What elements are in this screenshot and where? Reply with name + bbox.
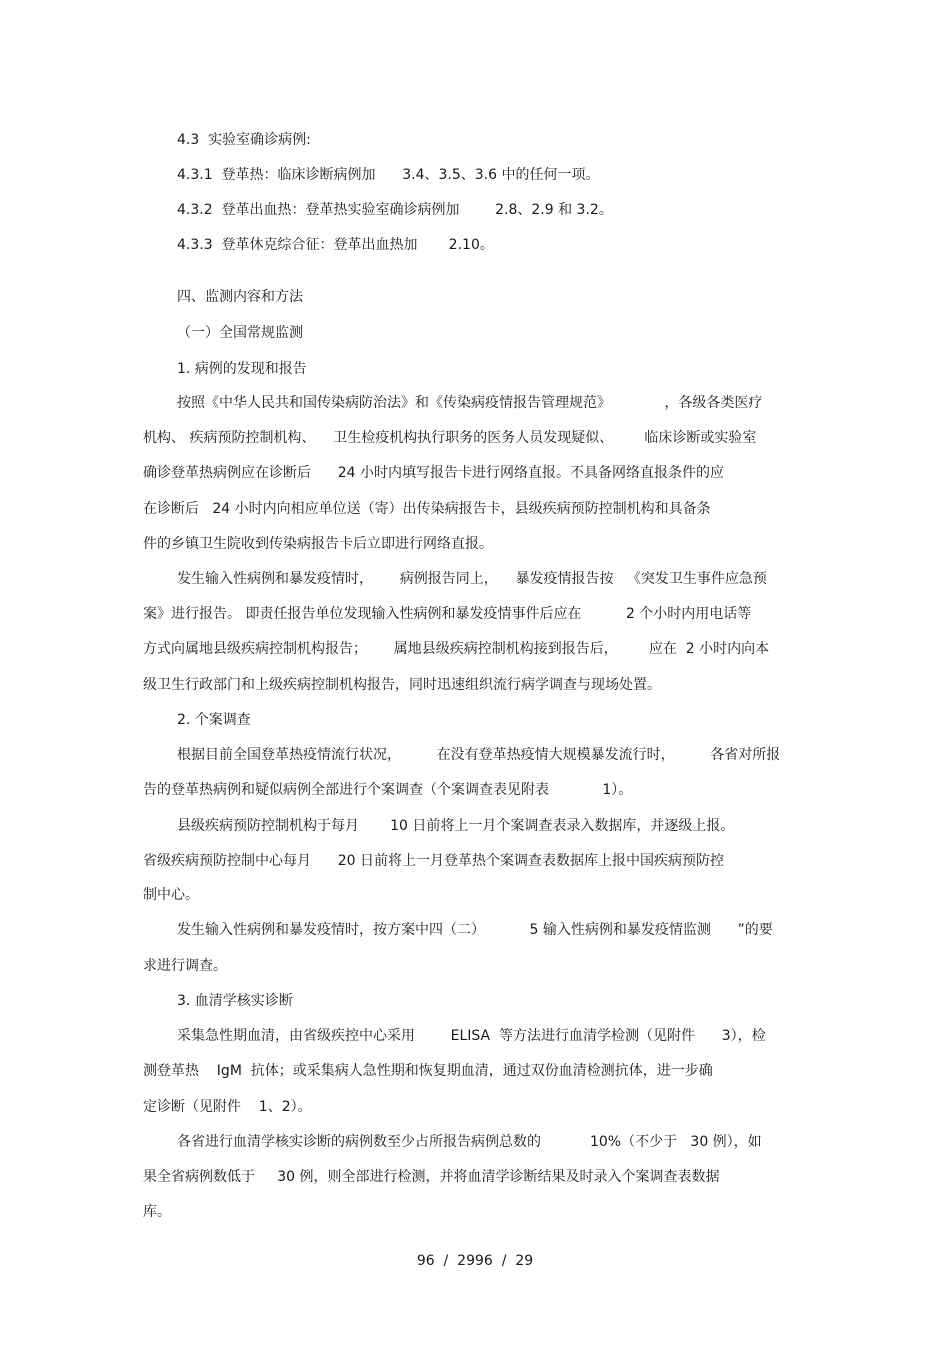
line-31: 库。	[143, 1204, 171, 1220]
line-4: 4.3.3 登革休克综合征：登革出血热加 2.10。	[177, 237, 494, 253]
line-2: 4.3.1 登革热：临床诊断病例加 3.4、3.5、3.6 中的任何一项。	[177, 167, 600, 183]
subsection-heading: （一）全国常规监测	[177, 325, 303, 341]
line-28: 定诊断（见附件 1、2）。	[143, 1099, 312, 1115]
line-20: 县级疾病预防控制机构于每月 10 日前将上一月个案调查表录入数据库，并逐级上报。	[177, 818, 735, 834]
line-10: 确诊登革热病例应在诊断后 24 小时内填写报告卡进行网络直报。不具备网络直报条件的应	[143, 465, 724, 481]
line-15: 方式向属地县级疾病控制机构报告； 属地县级疾病控制机构接到报告后， 应在 2 小时内向本	[143, 641, 770, 657]
page-number: 96 / 2996 / 29	[416, 1253, 534, 1269]
line-30: 果全省病例数低于 30 例，则全部进行检测，并将血清学诊断结果及时录入个案调查表数据	[143, 1169, 720, 1185]
item-heading-3: 3. 血清学核实诊断	[177, 993, 293, 1009]
line-12: 件的乡镇卫生院收到传染病报告卡后立即进行网络直报。	[143, 536, 493, 552]
line-9: 机构、 疾病预防控制机构、 卫生检疫机构执行职务的医务人员发现疑似、 临床诊断或实验室	[143, 430, 757, 446]
line-1: 4.3 实验室确诊病例:	[177, 132, 311, 148]
line-19: 告的登革热病例和疑似病例全部进行个案调查（个案调查表见附表 1）。	[143, 782, 633, 798]
line-16: 级卫生行政部门和上级疾病控制机构报告，同时迅速组织流行病学调查与现场处置。	[143, 677, 661, 693]
line-27: 测登革热 IgM 抗体；或采集病人急性期和恢复期血清，通过双份血清检测抗体，进一步确	[143, 1063, 713, 1079]
line-21: 省级疾病预防控制中心每月 20 日前将上一月登革热个案调查表数据库上报中国疾病预防控	[143, 853, 724, 869]
line-3: 4.3.2 登革出血热：登革热实验室确诊病例加 2.8、2.9 和 3.2。	[177, 202, 613, 218]
line-8: 按照《中华人民共和国传染病防治法》和《传染病疫情报告管理规范》 ，各级各类医疗	[177, 395, 763, 411]
line-22: 制中心。	[143, 887, 199, 903]
line-24: 求进行调查。	[143, 958, 227, 974]
line-29: 各省进行血清学核实诊断的病例数至少占所报告病例总数的 10%（不少于 30 例），如	[177, 1134, 762, 1150]
line-26: 采集急性期血清，由省级疾控中心采用 ELISA 等方法进行血清学检测（见附件 3），检	[177, 1028, 766, 1044]
line-23: 发生输入性病例和暴发疫情时，按方案中四（二） 5 输入性病例和暴发疫情监测 ”的要	[177, 922, 773, 938]
section-heading: 四、监测内容和方法	[177, 289, 303, 305]
item-heading-1: 1. 病例的发现和报告	[177, 361, 307, 377]
line-14: 案》进行报告。 即责任报告单位发现输入性病例和暴发疫情事件后应在 2 个小时内用电话等	[143, 606, 752, 622]
line-18: 根据目前全国登革热疫情流行状况， 在没有登革热疫情大规模暴发流行时， 各省对所报	[177, 747, 781, 763]
line-13: 发生输入性病例和暴发疫情时， 病例报告同上， 暴发疫情报告按 《突发卫生事件应急预	[177, 571, 767, 587]
item-heading-2: 2. 个案调查	[177, 712, 251, 728]
line-11: 在诊断后 24 小时内向相应单位送（寄）出传染病报告卡，县级疾病预防控制机构和具备条	[143, 501, 711, 517]
